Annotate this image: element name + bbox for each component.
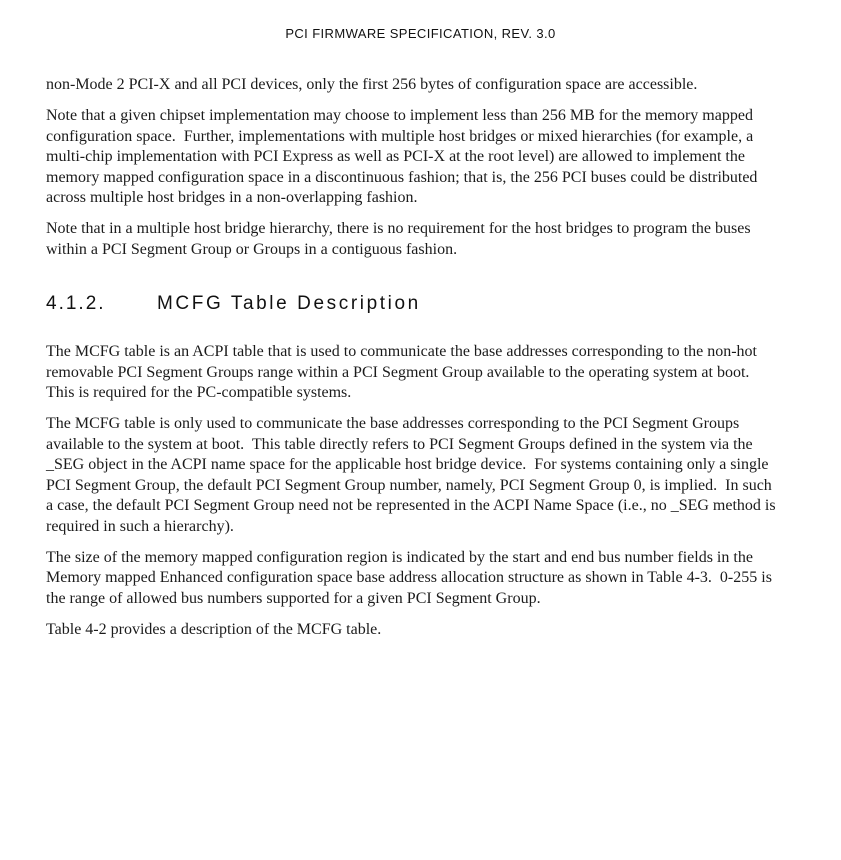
paragraph: Note that in a multiple host bridge hierarchy, there is no requirement for the host bridges to program the buses within a PCI Segment Group or Groups in a contiguous fashion.: [46, 220, 755, 258]
section-number: 4.1.2.: [46, 293, 106, 315]
page-body: [46, 75, 780, 652]
paragraph: The MCFG table is an ACPI table that is used to communicate the base addresses corresponding to the non-hot removable PCI Segment Groups range within a PCI Segment Group available to the operating system at boot. This is required for the PC-compatible systems.: [46, 343, 761, 402]
running-header: PCI FIRMWARE SPECIFICATION, REV. 3.0: [285, 26, 556, 41]
paragraph: The size of the memory mapped configuration region is indicated by the start and end bus number fields in the Memory mapped Enhanced configuration space base address allocation structure as shown in Table 4-3. 0-255 is the range of allowed bus numbers supported for a given PCI Segment Group.: [46, 548, 776, 607]
paragraph: non-Mode 2 PCI-X and all PCI devices, only the first 256 bytes of configuration space are accessible.: [46, 76, 698, 93]
section-heading: [46, 293, 776, 315]
paragraph: Table 4-2 provides a description of the MCFG table.: [46, 621, 382, 639]
paragraph: Note that a given chipset implementation may choose to implement less than 256 MB for the memory mapped configuration space. Further, implementations with multiple host bridges or mixed hierarchies (for example, a multi-chip implementation with PCI Express as well as PCI-X at the root level) are allowed to implement the memory mapped configuration space in a discontinuous fashion; that is, the 256 PCI buses could be distributed across multiple host bridges in a non-overlapping fashion.: [46, 107, 762, 207]
section-title: MCFG Table Description: [157, 293, 421, 315]
paragraph: The MCFG table is only used to communicate the base addresses corresponding to the PCI Segment Groups available to the system at boot. This table directly refers to PCI Segment Groups defined in the system via the _SEG object in the ACPI name space for the applicable host bridge device. For systems containing only a single PCI Segment Group, the default PCI Segment Group number, namely, PCI Segment Group 0, is implied. In such a case, the default PCI Segment Group need not be represented in the ACPI Name Space (i.e., no _SEG method is required in such a hierarchy).: [46, 415, 780, 535]
